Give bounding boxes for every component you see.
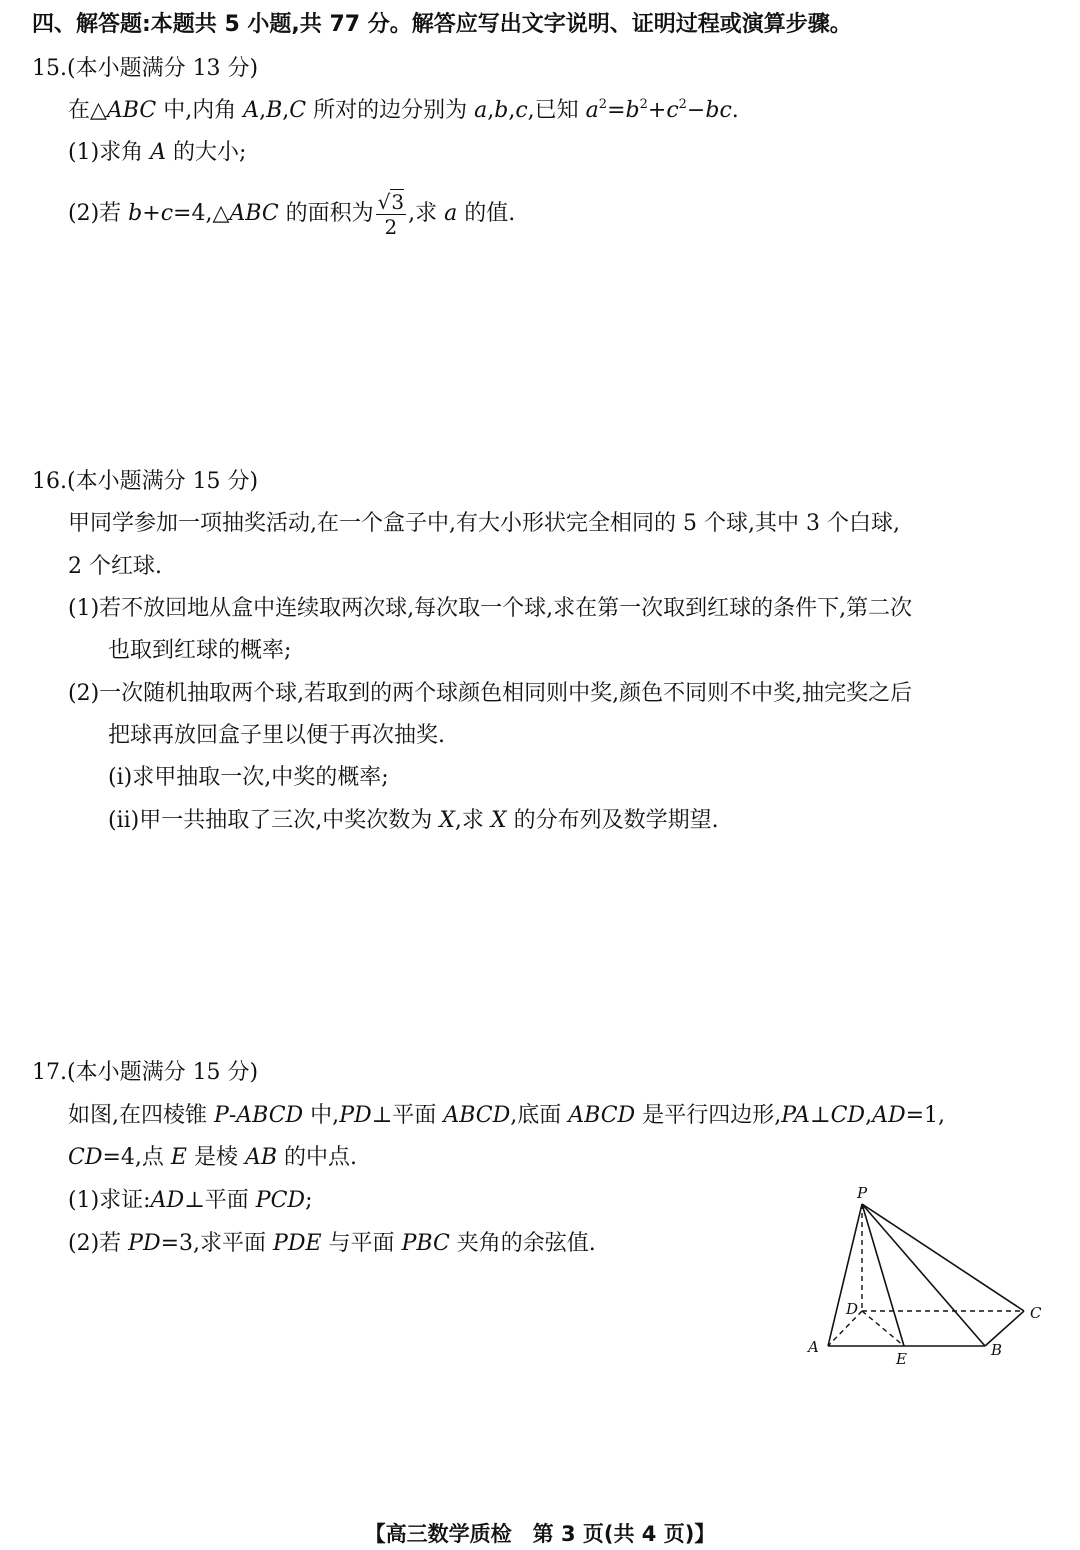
edge-DE (862, 1311, 904, 1346)
q16-sub1: (ⅰ)求甲抽取一次,中奖的概率; (108, 765, 389, 790)
q15-equation: $a^2=b^2+c^2-bc$. (585, 97, 739, 123)
label-B: B (991, 1341, 1003, 1359)
q16-heading: 16.(本小题满分 15 分) (32, 469, 259, 494)
edge-PA (828, 1204, 862, 1346)
q15-heading: 15.(本小题满分 13 分) (32, 56, 259, 81)
q16-part1-line2: 也取到红球的概率; (108, 638, 292, 663)
page-footer: 【高三数学质检 第 3 页(共 4 页)】 (364, 1522, 716, 1546)
q17-stem-line2: CD=4,点 E 是棱 AB 的中点. (68, 1145, 358, 1170)
q15-part1: (1)求角 A 的大小; (68, 140, 247, 165)
q16-sub2: (ⅱ)甲一共抽取了三次,中奖次数为 X,求 X 的分布列及数学期望. (108, 808, 719, 833)
q17-part2: (2)若 PD=3,求平面 PDE 与平面 PBC 夹角的余弦值. (68, 1231, 596, 1256)
q16-part1-line1: (1)若不放回地从盒中连续取两次球,每次取一个球,求在第一次取到红球的条件下,第二次 (68, 596, 913, 621)
edge-PB (862, 1204, 985, 1346)
q17-stem-line1: 如图,在四棱锥 P-ABCD 中,PD⊥平面 ABCD,底面 ABCD 是平行四边形,PA⊥CD,AD=1, (68, 1103, 946, 1128)
q17-part1: (1)求证:AD⊥平面 PCD; (68, 1188, 313, 1213)
q17-heading: 17.(本小题满分 15 分) (32, 1060, 259, 1085)
edge-PC (862, 1204, 1024, 1311)
pyramid-figure (795, 1180, 1055, 1375)
area-fraction: $\frac{√3}{2}$ (377, 189, 405, 239)
label-A: A (808, 1338, 819, 1356)
q16-stem-line1: 甲同学参加一项抽奖活动,在一个盒子中,有大小形状完全相同的 5 个球,其中 3 个白球, (68, 511, 900, 536)
q16-part2-line2: 把球再放回盒子里以便于再次抽奖. (108, 723, 445, 748)
q15-part2: (2)若 b+c=4,△ABC 的面积为 $\frac{√3}{2}$ ,求 a 的值. (68, 189, 516, 239)
section-header: 四、解答题:本题共 5 小题,共 77 分。解答应写出文字说明、证明过程或演算步骤。 (32, 12, 852, 37)
edge-PE (862, 1204, 904, 1346)
q15-stem: 在△ABC 中,内角 A,B,C 所对的边分别为 a,b,c,已知 $a^2=b^2+c^2-bc$. (68, 97, 739, 123)
label-D: D (846, 1300, 859, 1318)
q16-part2-line1: (2)一次随机抽取两个球,若取到的两个球颜色相同则中奖,颜色不同则不中奖,抽完奖之后 (68, 681, 913, 706)
q16-stem-line2: 2 个红球. (68, 554, 162, 579)
label-E: E (896, 1350, 907, 1368)
label-C: C (1030, 1304, 1042, 1322)
label-P: P (857, 1184, 868, 1202)
